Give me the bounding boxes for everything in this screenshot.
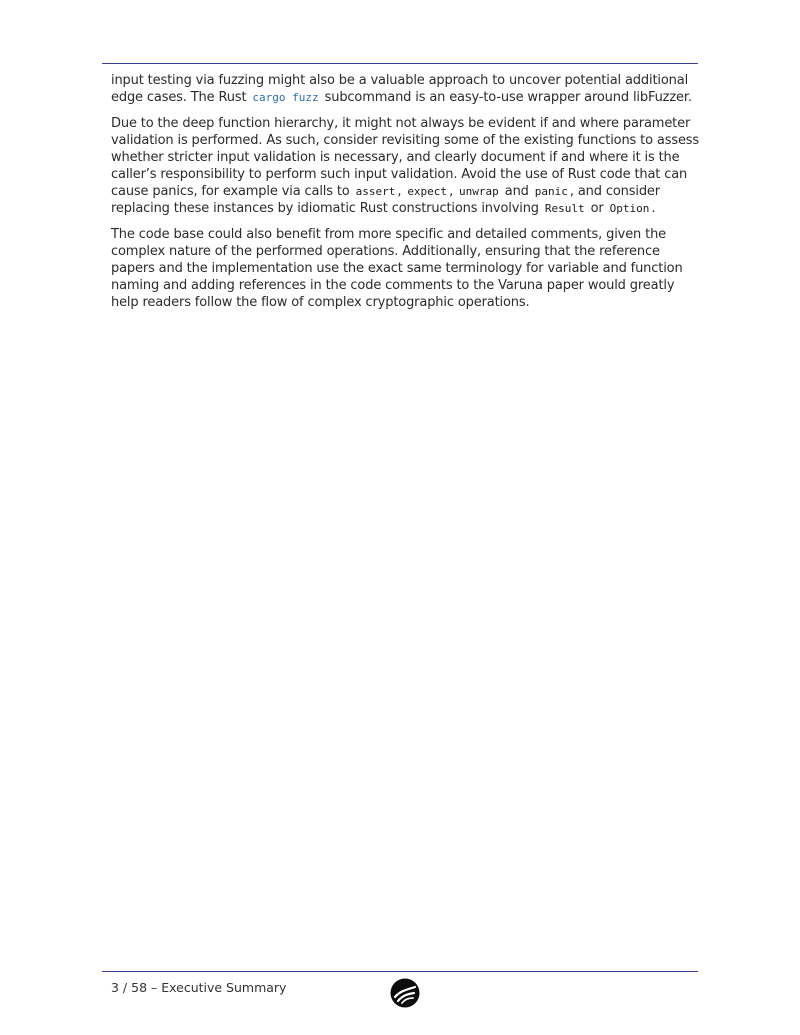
company-logo-icon [390,978,420,1008]
paragraph-fuzzing [111,72,701,106]
code-result: Result [544,202,585,215]
code-expect: expect [407,185,448,198]
paragraph-text: input testing via fuzzing might also be a valuable approach to uncover potential additional edge cases. The Rust [111,73,689,105]
code-option: Option [609,202,650,215]
paragraph-validation [111,115,701,217]
separator-text: , [397,184,406,199]
document-body [111,72,701,320]
code-panic: panic [534,185,568,198]
page-number-label: 3 / 58 – Executive Summary [111,980,287,995]
header-rule [102,63,698,64]
paragraph-text: , and consider replacing these instances by idiomatic Rust constructions involving [111,184,660,216]
separator-text: . [651,201,656,216]
cargo-fuzz-code-link[interactable]: cargo fuzz [252,91,319,104]
separator-text: or [586,201,608,216]
separator-text: , [449,184,458,199]
code-assert: assert [355,185,396,198]
footer-rule [102,971,698,972]
paragraph-text: Due to the deep function hierarchy, it might not always be evident if and where parameter validation is performed. As such, consider revisiting some of the existing functions to assess whether stricter input validation is necessary, and clearly document if and where it is the caller’s responsibility to perform such input validation. Avoid the use of Rust code that can cause panics, for example via calls to [111,116,700,199]
paragraph-comments: The code base could also benefit from more specific and detailed comments, given the complex nature of the performed operations. Additionally, ensuring that the reference papers and the implementation use the exact same terminology for variable and function naming and adding references in the code comments to the Varuna paper would greatly help readers follow the flow of complex cryptographic operations. [111,227,683,310]
separator-text: and [500,184,533,199]
paragraph-text: subcommand is an easy-to-use wrapper around libFuzzer. [320,90,692,105]
code-unwrap: unwrap [459,185,499,198]
